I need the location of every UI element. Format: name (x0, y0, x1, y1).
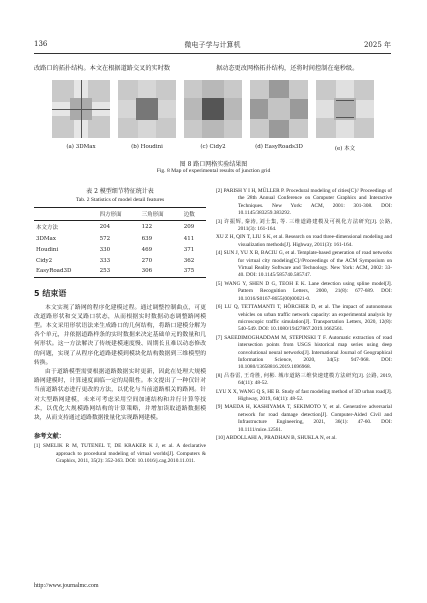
figure-title-cn: 图 8 路口网格实验结果图 (179, 161, 248, 168)
reference-item: [10] ABDOLLAHI A, PRADHAN B, SHUKLA N, et al. (216, 435, 337, 441)
top-text-left: 改路口的拓扑结构。本文在根据道路交叉的实时数 (34, 65, 171, 72)
reference-item: [4] SUN J, YU X B, BACIU G, et al. Template-based generation of road networks for virtual city modeling[C]//Proceedings of the ACM Symposium on Virtual Reality Software and Technology. New York: ACM, 2002: 33-40. DOI: 10.1145/585740.585747. (216, 250, 392, 279)
running-header (34, 40, 391, 52)
figure-image-cidy2 (184, 80, 242, 138)
reference-item: [9] MAEDA H, KASHIYAMA T, SEKIMOTO Y, et al. Generative adversarial network for road damage detection[J]. Computer-Aided Civil and Infrastructure Engineering, 2021, 36(1): 47-60. DOI: 10.1111/mice.12561. (216, 404, 392, 433)
figure-caption-c: (c) Cidy2 (200, 144, 226, 150)
table-cell: EasyRoad3D (34, 266, 98, 277)
paragraph: 由于道路模型需要根据道路数据实时更新，因此在处理大规模路网建模时，计算速度面临一定的局限性。本文提出了一种仅针对当前道路状态进行更改的方法，以优化与当前道路相关的路网。针对大型路网建模，未来可考虑采用空间加速结构和并行计算等技术，以优化大规模路网结构的计算策略，并增加读取道路数据模块，从而支持通过道路数据批量化实现路网建模。 (34, 368, 206, 421)
figure-title-en: Fig. 8 Map of experimental results of junction grid (156, 168, 271, 174)
table-cell: 333 (99, 257, 111, 264)
references-heading: 参考文献： (34, 433, 65, 441)
table-cell: 639 (141, 235, 153, 242)
reference-item: [2] PARISH Y I H, MÜLLER P. Procedural modeling of cities[C]// Proceedings of the 28th Annual Conference on Computer Graphics and Interactive Techniques. New York: ACM, 2001: 301-308. DOI: 10.1145/383259.383292. (216, 188, 392, 217)
paragraph: 本文实现了路网的程序化建模过程。通过调整控制曲点，可更改道路形状和交叉路口状态，从而根据实时数据动态调整路网模型。本文采用形状语法来生成路口的几何结构，将路口建模分解为各个单元，并依据道路样条的实时数据来决定基础单元的数量和几何形状。这一方法解决了传统建模速度慢、周期长且难以动态修改的问题，实现了从程序化道路建模到模块化结构数据到三维模型的转换。 (34, 304, 206, 366)
table-cell: 204 (99, 224, 111, 230)
publication-year: 2025 年 (363, 41, 391, 49)
table-cell: 209 (183, 224, 195, 230)
table-cell: 本文方法 (36, 225, 59, 231)
table-cell: 306 (140, 266, 182, 277)
section-title: 5 结束语 (34, 288, 67, 298)
figure-caption-d: (d) EasyRoads3D (255, 144, 303, 150)
left-column (34, 188, 206, 466)
figure-caption-b: (b) Houdini (131, 144, 163, 150)
table-row (34, 255, 206, 266)
table-title-cn: 表 2 模型细节特征统计表 (86, 188, 154, 195)
figure-image-easyroads3d (250, 80, 308, 138)
header-rule (34, 53, 391, 54)
reference-item: [6] LU Q, TETTAMANTI T, HÖRCHER D, et al. The impact of autonomous vehicles on urban traffic network capacity: an experimental analysis by microscopic traffic simulation[J]. Transportation Letters, 2020, 12(8): 540-549. DOI: 10.1080/19427867.2019.1662561. (216, 304, 392, 333)
journal-url: http://www.journalmc.com (34, 583, 99, 589)
journal-name: 微电子学与计算机 (184, 41, 241, 49)
table-cell: 122 (141, 224, 153, 230)
reference-item: [1] SMELIK R M, TUTENEL T, DE KRAKER K J, et al. A declarative approach to procedural modeling of virtual worlds[J]. Computers & Graphics, 2011, 35(2): 352-363. DOI: 10.1016/j.cag.2010.11.011. (34, 443, 206, 464)
table-cell: 3DMax (36, 235, 56, 242)
page-number: 136 (34, 40, 48, 48)
reference-item: LYU X X, WANG Q S, HE B. Study of fast modeling method of 3D urban road[J]. Highway, 2019, 64(11): 48-52. (216, 388, 392, 402)
figure-caption-a: (a) 3DMax (66, 144, 96, 150)
table-row (34, 221, 206, 234)
table-header-cell: 四方形面 (98, 208, 140, 221)
top-text-right: 据动态更改网格拓扑结构，还将时间控制在毫秒级。 (216, 65, 359, 72)
figure-image-houdini (118, 80, 176, 138)
table-row (34, 233, 206, 244)
right-column (216, 188, 392, 443)
table-header-row (34, 208, 206, 221)
table-cell: 411 (183, 235, 195, 242)
reference-item: XU Z H, QIN T, LIU S K, et al. Research on road three-dimensional modeling and visualization methods[J]. Highway, 2011(3): 161-164. (216, 234, 392, 248)
figure-caption-e: (e) 本文 (334, 146, 356, 152)
table-header-cell: 边数 (182, 208, 206, 221)
table-cell: 469 (141, 246, 153, 253)
reference-item: [3] 许振辉, 秦涛, 刘士集, 等. 三维道路建模及可视化方法研究[J]. 公路, 2011(3): 161-164. (216, 218, 392, 233)
table-title-en: Tab. 2 Statistics of model detail features (75, 197, 165, 203)
table-cell: 371 (183, 246, 195, 253)
table-cell: 375 (182, 266, 206, 277)
figure-8 (52, 80, 382, 170)
table-cell: Houdini (36, 246, 59, 253)
figure-image-ours (316, 80, 374, 138)
reference-item: [8] 吕春雷, 王奇胜, 何彬. 城市道路三维快速建模方法研究[J]. 公路, 2019, 64(11): 48-52. (216, 372, 392, 387)
table-cell: 253 (98, 266, 140, 277)
table-cell: Cidy2 (36, 257, 53, 264)
table-row (34, 244, 206, 255)
figure-image-3dmax (52, 80, 110, 138)
reference-item: [7] SAEEDIMOGHADDAM M, STEPINSKI T F. Automatic extraction of road intersection points from USGS historical map series using deep convolutional neural networks[J]. International Journal of Geographical Information Science, 2020, 34(5): 947-968. DOI: 10.1080/13658816.2019.1696968. (216, 334, 392, 371)
model-statistics-table (34, 207, 206, 278)
table-cell: 572 (99, 235, 111, 242)
table-cell: 330 (99, 246, 111, 253)
table-row (34, 266, 206, 277)
table-header-cell: 三角形面 (140, 208, 182, 221)
table-cell: 362 (183, 257, 195, 264)
reference-item: [5] WANG Y, SHEN D G, TEOH E K. Lane detection using spline model[J]. Pattern Recognition Letters, 2000, 21(8): 677-689. DOI: 10.1016/S0167-8655(00)00021-0. (216, 280, 392, 302)
table-cell: 270 (141, 257, 153, 264)
table-header-cell (34, 208, 98, 221)
